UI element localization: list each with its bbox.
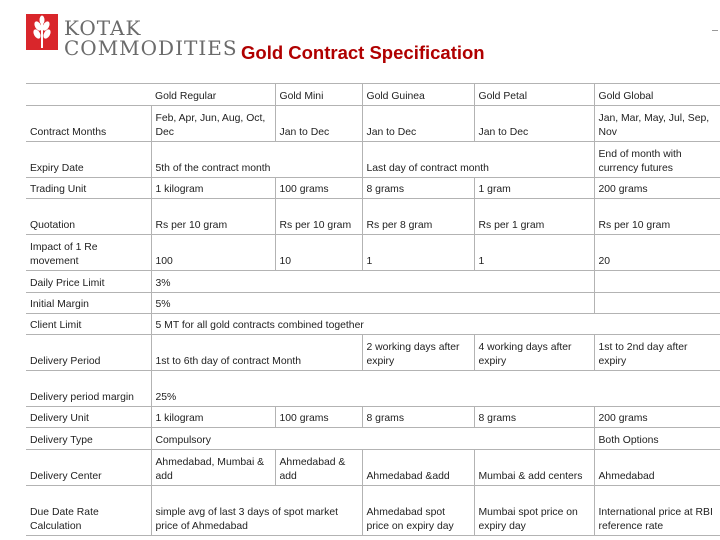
wheat-logo-icon [26, 14, 58, 54]
table-row [26, 293, 720, 314]
table-row [26, 335, 720, 371]
table-cell: 100 [151, 235, 275, 271]
table-cell: 8 grams [362, 178, 474, 199]
empty-cell [594, 293, 720, 314]
table-cell: 2 working days after expiry [362, 335, 474, 371]
table-cell: Compulsory [151, 428, 594, 450]
row-label: Expiry Date [26, 142, 151, 178]
table-cell: Ahmedabad [594, 450, 720, 486]
table-row [26, 371, 720, 407]
table-cell: Last day of contract month [362, 142, 594, 178]
row-label: Impact of 1 Re movement [26, 235, 151, 271]
table-cell: 1 kilogram [151, 178, 275, 199]
table-cell: Ahmedabad spot price on expiry day [362, 486, 474, 536]
row-label: Contract Months [26, 106, 151, 142]
table-cell: 5% [151, 293, 594, 314]
table-cell: Rs per 1 gram [474, 199, 594, 235]
table-row [26, 142, 720, 178]
gold-spec-table [26, 83, 720, 536]
table-cell: Jan to Dec [275, 106, 362, 142]
table-cell: 200 grams [594, 407, 720, 428]
col-header-gold-mini: Gold Mini [275, 84, 362, 106]
row-label: Due Date Rate Calculation [26, 486, 151, 536]
table-row [26, 407, 720, 428]
table-cell: simple avg of last 3 days of spot market price of Ahmedabad [151, 486, 362, 536]
logo-line-1: KOTAK [64, 16, 142, 40]
col-header-gold-guinea: Gold Guinea [362, 84, 474, 106]
row-label: Quotation [26, 199, 151, 235]
table-row [26, 106, 720, 142]
table-cell: 1 kilogram [151, 407, 275, 428]
table-cell: 1st to 2nd day after expiry [594, 335, 720, 371]
table-cell: International price at RBI reference rate [594, 486, 720, 536]
table-row [26, 450, 720, 486]
table-cell: 100 grams [275, 407, 362, 428]
table-cell: 1 gram [474, 178, 594, 199]
table-row [26, 314, 720, 335]
table-cell: End of month with currency futures [594, 142, 720, 178]
table-cell: 3% [151, 271, 594, 293]
table-cell: Mumbai spot price on expiry day [474, 486, 594, 536]
table-cell: Mumbai & add centers [474, 450, 594, 486]
table-row [26, 271, 720, 293]
row-label: Delivery Period [26, 335, 151, 371]
table-cell: Jan to Dec [474, 106, 594, 142]
col-header-gold-global: Gold Global [594, 84, 720, 106]
empty-cell [594, 271, 720, 293]
table-cell: 8 grams [362, 407, 474, 428]
table-cell: 20 [594, 235, 720, 271]
row-label: Delivery Type [26, 428, 151, 450]
row-label: Delivery period margin [26, 371, 151, 407]
table-cell: Rs per 8 gram [362, 199, 474, 235]
table-cell: 8 grams [474, 407, 594, 428]
table-cell: 25% [151, 371, 720, 407]
row-label: Initial Margin [26, 293, 151, 314]
table-row [26, 178, 720, 199]
table-row [26, 235, 720, 271]
table-cell: 1 [362, 235, 474, 271]
table-row [26, 199, 720, 235]
table-cell: Rs per 10 gram [151, 199, 275, 235]
logo-line-2: COMMODITIES [64, 36, 238, 60]
table-cell: 4 working days after expiry [474, 335, 594, 371]
table-cell: 1st to 6th day of contract Month [151, 335, 362, 371]
table-cell: 1 [474, 235, 594, 271]
kotak-commodities-logo [26, 10, 238, 60]
row-label: Client Limit [26, 314, 151, 335]
row-label: Delivery Center [26, 450, 151, 486]
corner-cell [26, 84, 151, 106]
table-cell: Ahmedabad & add [275, 450, 362, 486]
table-cell: Jan to Dec [362, 106, 474, 142]
table-cell: Jan, Mar, May, Jul, Sep, Nov [594, 106, 720, 142]
table-header-row [26, 84, 720, 106]
table-cell: 5th of the contract month [151, 142, 362, 178]
row-label: Daily Price Limit [26, 271, 151, 293]
table-cell: 200 grams [594, 178, 720, 199]
col-header-gold-petal: Gold Petal [474, 84, 594, 106]
table-cell: 10 [275, 235, 362, 271]
table-cell: Ahmedabad &add [362, 450, 474, 486]
table-cell: Ahmedabad, Mumbai & add [151, 450, 275, 486]
table-row [26, 486, 720, 536]
table-cell: Feb, Apr, Jun, Aug, Oct, Dec [151, 106, 275, 142]
table-row [26, 428, 720, 450]
table-cell: Rs per 10 gram [275, 199, 362, 235]
table-cell: Rs per 10 gram [594, 199, 720, 235]
table-cell: 5 MT for all gold contracts combined together [151, 314, 720, 335]
edge-mark [712, 30, 718, 35]
row-label: Trading Unit [26, 178, 151, 199]
page-title: Gold Contract Specification [241, 42, 485, 63]
table-cell: 100 grams [275, 178, 362, 199]
table-cell: Both Options [594, 428, 720, 450]
row-label: Delivery Unit [26, 407, 151, 428]
col-header-gold-regular: Gold Regular [151, 84, 275, 106]
